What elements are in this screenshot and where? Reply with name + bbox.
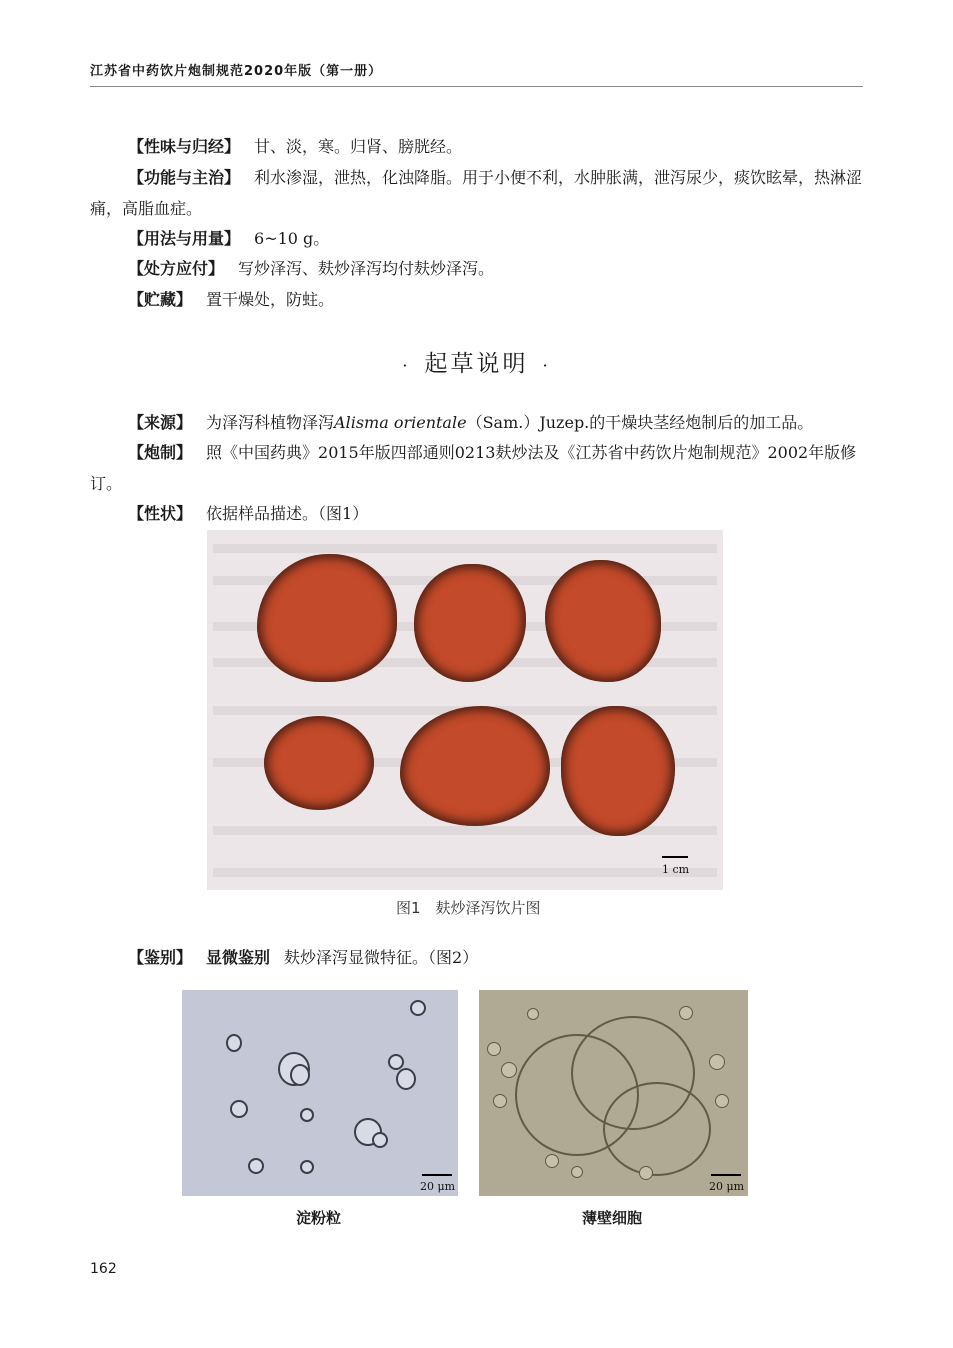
starch-caption: 淀粉粒: [296, 1209, 342, 1227]
identification: [128, 942, 863, 973]
property-text: 置干燥处，防蛀。: [206, 290, 335, 309]
slice-6: [561, 706, 675, 836]
identification-text: 麸炒泽泻显微特征。（图2）: [284, 948, 479, 967]
appearance-tag: 【性状】: [128, 504, 193, 523]
slice-5: [400, 706, 550, 826]
processing-text: 照《中国药典》2015年版四部通则0213麸炒法及《江苏省中药饮片炮制规范》2002年版修订。: [90, 443, 857, 493]
property-storage: [90, 284, 901, 315]
source-text-after: （Sam.）Juzep.的干燥块茎经炮制后的加工品。: [466, 413, 814, 432]
property-tag: 【功能与主治】: [128, 168, 241, 187]
slice-4: [264, 716, 374, 810]
starch-scale-label: 20 μm: [420, 1180, 456, 1193]
drafting-processing: [90, 437, 863, 499]
figure1-scale-label: 1 cm: [662, 863, 690, 876]
starch-scale-bar: [422, 1174, 452, 1176]
property-tag: 【用法与用量】: [128, 229, 241, 248]
parenchyma-scale-label: 20 μm: [709, 1180, 745, 1193]
property-tag: 【性味与归经】: [128, 137, 241, 156]
property-text: 6~10 g。: [254, 229, 330, 248]
property-text: 利水渗湿，泄热，化浊降脂。用于小便不利，水肿胀满，泄泻尿少，痰饮眩晕，热淋涩痛，高脂血症。: [90, 168, 863, 218]
figure1-scale-bar: [662, 856, 688, 858]
property-function: [90, 162, 863, 224]
figure1-caption: 图1 麸炒泽泻饮片图: [396, 899, 541, 917]
property-taste-meridian: [90, 131, 901, 162]
slice-1: [257, 554, 397, 682]
source-text-before: 为泽泻科植物泽泻: [206, 413, 335, 432]
parenchyma-micrograph: [479, 990, 748, 1196]
property-dosage: [90, 223, 901, 254]
figure1-photo: [207, 530, 723, 890]
parenchyma-caption: 薄壁细胞: [582, 1209, 643, 1227]
source-tag: 【来源】: [128, 413, 193, 432]
page-number: 162: [90, 1261, 117, 1277]
property-prescription: [90, 253, 901, 284]
drafting-appearance: [90, 498, 901, 529]
identification-method: 显微鉴别: [206, 948, 271, 967]
page-header: 江苏省中药饮片炮制规范2020年版（第一册）: [90, 60, 863, 87]
appearance-text: 依据样品描述。（图1）: [206, 504, 369, 523]
parenchyma-scale-bar: [711, 1174, 741, 1176]
processing-tag: 【炮制】: [128, 443, 193, 462]
section-title: · 起草说明 ·: [402, 351, 551, 377]
starch-grain-micrograph: [182, 990, 458, 1196]
drafting-source: [90, 407, 901, 438]
source-latin-name: Alisma orientale: [334, 413, 467, 432]
section-title-text: 起草说明: [424, 351, 529, 377]
identification-tag: 【鉴别】: [128, 948, 193, 967]
property-tag: 【处方应付】: [128, 259, 225, 278]
property-tag: 【贮藏】: [128, 290, 193, 309]
property-text: 甘、淡，寒。归肾、膀胱经。: [254, 137, 463, 156]
property-text: 写炒泽泻、麸炒泽泻均付麸炒泽泻。: [238, 259, 495, 278]
